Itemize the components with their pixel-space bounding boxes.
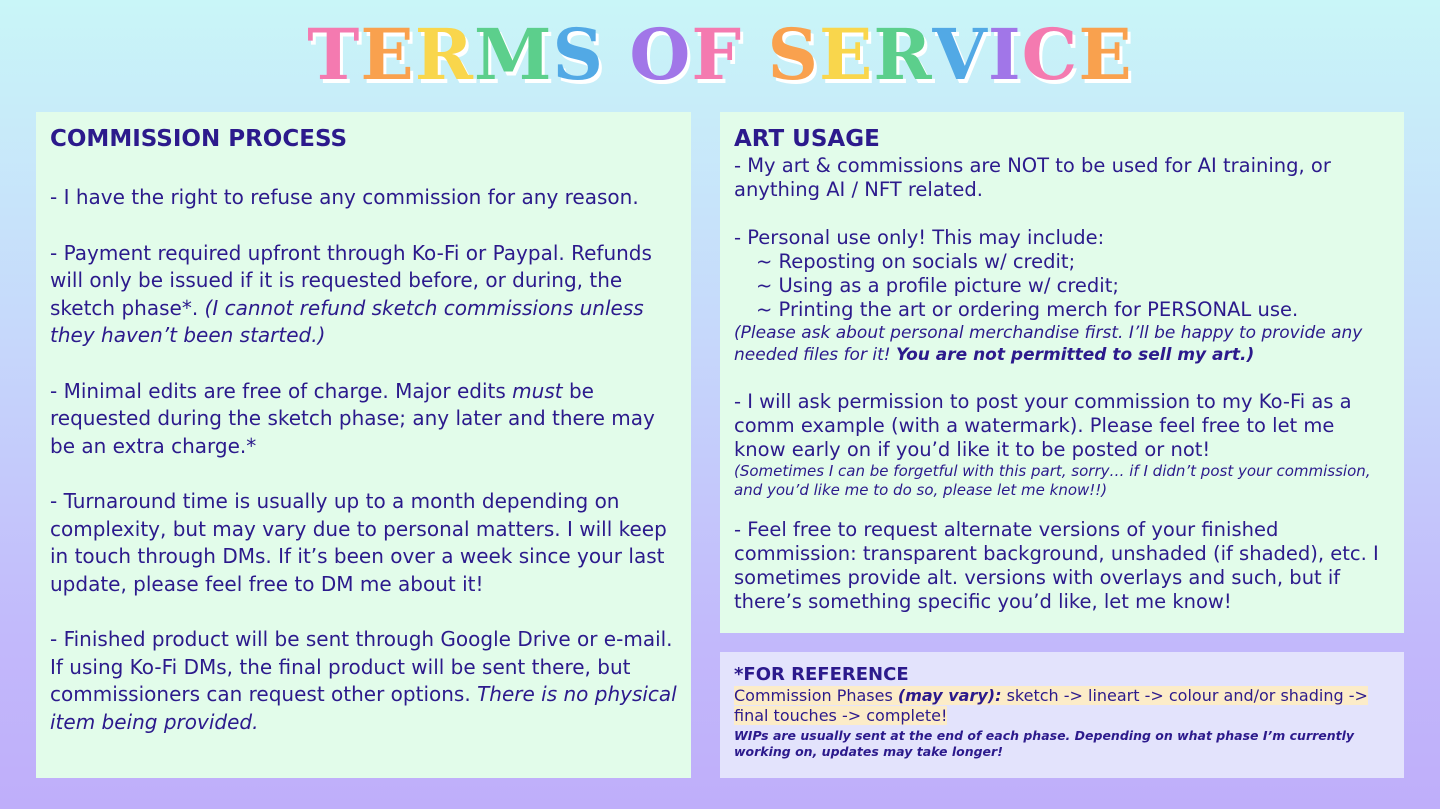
title-letter: E [360,13,415,96]
merch-note-text: (Please ask about personal merchandise first. I’ll be happy to provide any needed files for it! [734,323,1363,365]
title-letter: V [932,13,988,96]
edits-rule-emphasis: must [512,378,563,403]
phases-label: Commission Phases [734,686,893,705]
commission-process-panel [36,112,691,778]
refuse-rule: - I have the right to refuse any commission for any reason. [50,185,639,209]
wip-note: WIPs are usually sent at the end of each phase. Depending on what phase I’m currently working on, updates may take longer! [734,728,1355,759]
page-title [0,14,1440,96]
title-letter: S [552,13,604,96]
merch-note [734,322,1390,366]
posting-note: (Sometimes I can be forgetful with this part, sorry… if I didn’t post your commission, and you’d like me to do so, please let me know!!) [734,462,1371,499]
title-letter: I [987,13,1022,96]
merch-note-bold: You are not permitted to sell my art.) [895,345,1255,365]
commission-process-heading: COMMISSION PROCESS [50,126,348,152]
reference-heading: *FOR REFERENCE [734,664,909,685]
ai-rule: - My art & commissions are NOT to be used for AI training, or anything AI / NFT related. [734,154,1331,201]
title-letter [742,14,767,96]
title-letter: E [819,13,874,96]
delivery-rule [50,626,677,736]
title-letter: M [473,13,553,96]
personal-use-item: ~ Using as a profile picture w/ credit; [756,274,1119,297]
phases-list: sketch -> lineart -> colour and/or shading -> final touches -> complete! [734,686,1368,725]
personal-use-item: ~ Reposting on socials w/ credit; [756,250,1076,273]
art-usage-panel [720,112,1404,633]
art-usage-heading: ART USAGE [734,126,880,152]
alt-versions-rule: - Feel free to request alternate versions of your finished commission: transparent background, unshaded (if shaded), etc. I sometimes provide alt. versions with overlays and such, but if there’s something specific you’d like, let me know! [734,518,1379,613]
title-letter: C [1021,13,1079,96]
payment-rule [50,240,677,350]
title-letter: R [873,13,933,96]
payment-rule-note: (I cannot refund sketch commissions unless they haven’t been started.) [50,295,644,347]
title-letter: R [414,13,474,96]
phases-line [734,686,1390,726]
delivery-rule-text: - Finished product will be sent through Google Drive or e-mail. If using Ko-Fi DMs, the final product will be sent there, but commissioners can request other options. [50,627,673,706]
edits-rule-text-a: - Minimal edits are free of charge. Major edits [50,378,506,403]
turnaround-rule: - Turnaround time is usually up to a month depending on complexity, but may vary due to personal matters. I will keep in touch through DMs. If it’s been over a week since your last update, please feel free to DM me about it! [50,489,667,596]
title-letter: E [1078,13,1133,96]
phases-label-note: (may vary): [897,686,1002,705]
personal-use-item: ~ Printing the art or ordering merch for PERSONAL use. [756,298,1299,321]
reference-panel [720,652,1404,778]
title-letter: S [767,13,819,96]
edits-rule [50,378,677,461]
title-letter: T [307,13,361,96]
edits-rule-text-b: be requested during the sketch phase; any later and there may be an extra charge.* [50,378,655,458]
personal-use-rule: - Personal use only! This may include: [734,226,1105,249]
title-letter [604,14,629,96]
posting-rule: - I will ask permission to post your commission to my Ko-Fi as a comm example (with a watermark). Please feel free to let me know early on if you’d like it to be posted or not! [734,390,1352,461]
payment-rule-text: - Payment required upfront through Ko-Fi or Paypal. Refunds will only be issued if it is requested before, or during, the sketch phase*. [50,240,652,320]
title-letter: O [629,13,692,96]
title-letter: F [691,13,743,96]
delivery-rule-emphasis: There is no physical item being provided. [50,682,677,734]
